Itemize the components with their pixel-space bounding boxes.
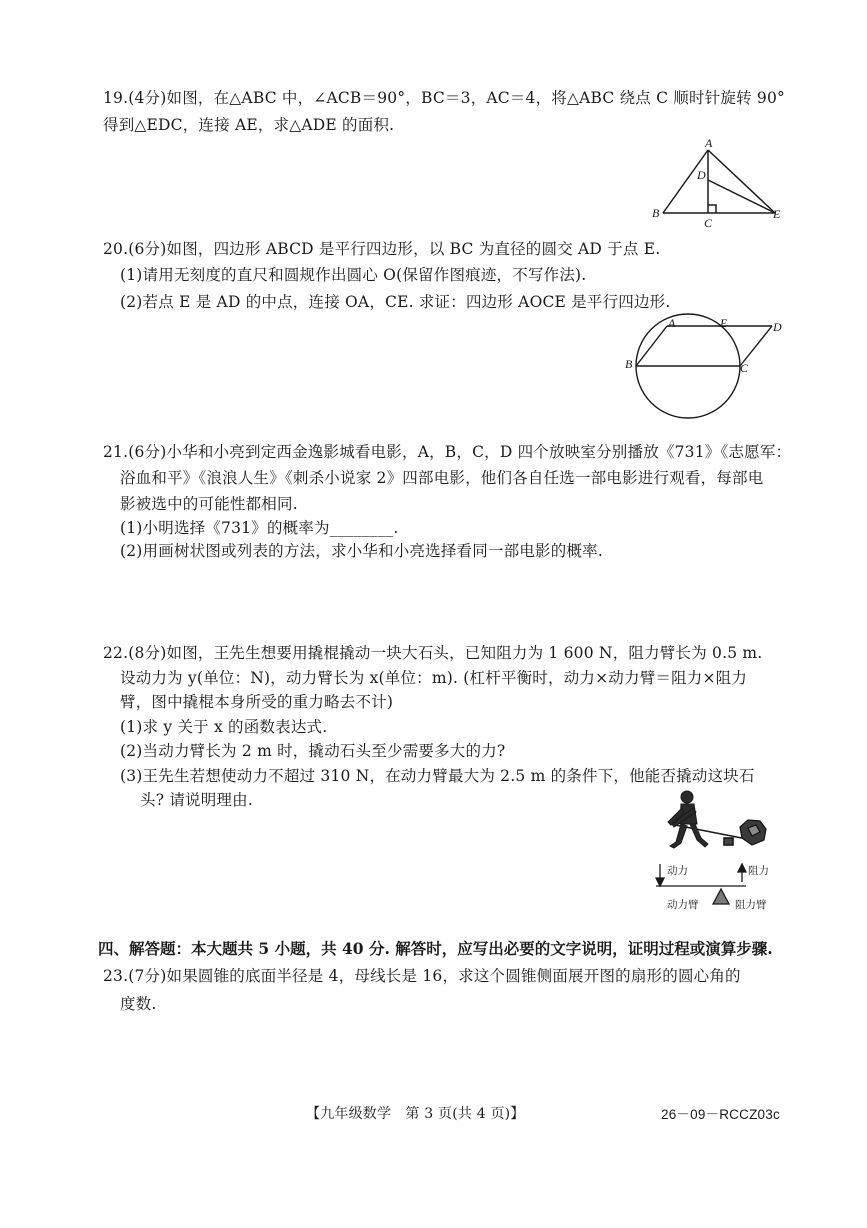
q22-text-line3: 臂，图中撬棍本身所受的重力略去不计): [120, 693, 394, 711]
q19-label-d: D: [697, 168, 706, 182]
q22-text-line7: 头? 请说明理由.: [140, 791, 253, 809]
q22-effort-arm-label: 动力臂: [667, 899, 699, 911]
q21-text-line5: (2)用画树状图或列表的方法，求小华和小亮选择看同一部电影的概率.: [120, 542, 603, 560]
q20-label-d: D: [773, 320, 782, 334]
q23-text-line2: 度数.: [120, 995, 157, 1013]
q19-text-line1: 19.(4分)如图，在△ABC 中，∠ACB＝90°，BC＝3，AC＝4，将△ABC 绕点 C 顺时针旋转 90°: [103, 89, 785, 107]
q22-text-line4: (1)求 y 关于 x 的函数表达式.: [120, 718, 328, 736]
q19-label-a: A: [705, 136, 713, 150]
q21-text-line3: 影被选中的可能性都相同.: [120, 495, 298, 513]
section4-heading: 四、解答题：本大题共 5 小题，共 40 分. 解答时，应写出必要的文字说明，证明过程或演算步骤.: [98, 939, 773, 958]
q22-text-line5: (2)当动力臂长为 2 m 时，撬动石头至少需要多大的力?: [120, 742, 506, 760]
footer-page-info: 【九年级数学 第 3 页(共 4 页)】: [306, 1106, 525, 1122]
q19-text-line2: 得到△EDC，连接 AE，求△ADE 的面积.: [103, 116, 395, 134]
q22-resistance-label: 阻力: [748, 865, 769, 877]
q20-text-line1: 20.(6分)如图，四边形 ABCD 是平行四边形，以 BC 为直径的圆交 AD 于点 E.: [103, 240, 661, 258]
q20-label-e: E: [720, 316, 728, 330]
q20-label-c: C: [740, 361, 749, 375]
q20-label-a: A: [668, 316, 676, 330]
q20-text-line3: (2)若点 E 是 AD 的中点，连接 OA，CE. 求证：四边形 AOCE 是平行四边形.: [120, 293, 671, 311]
q19-label-c: C: [704, 216, 713, 230]
q22-text-line1: 22.(8分)如图，王先生想要用撬棍撬动一块大石头，已知阻力为 1 600 N，阻力臂长为 0.5 m.: [103, 644, 763, 662]
q22-resistance-arm-label: 阻力臂: [735, 899, 767, 911]
q19-label-e: E: [773, 207, 781, 221]
footer-code: 26－09－RCCZ03c: [661, 1107, 780, 1122]
q20-text-line2: (1)请用无刻度的直尺和圆规作出圆心 O(保留作图痕迹，不写作法).: [120, 266, 587, 284]
q21-text-line2: 浴血和平》《浪浪人生》《刺杀小说家 2》四部电影，他们各自任选一部电影进行观看，每部电: [120, 469, 764, 487]
q22-effort-label: 动力: [667, 865, 688, 877]
q21-text-line4: (1)小明选择《731》的概率为________.: [120, 519, 399, 537]
q19-label-b: B: [652, 206, 660, 220]
q20-label-b: B: [625, 357, 633, 371]
q21-text-line1: 21.(6分)小华和小亮到定西金逸影城看电影，A，B，C，D 四个放映室分别播放《731》《志愿军：: [103, 443, 792, 461]
q22-text-line2: 设动力为 y(单位：N)，动力臂长为 x(单位：m). (杠杆平衡时，动力×动力臂＝阻力×阻力: [120, 669, 748, 687]
q23-text-line1: 23.(7分)如果圆锥的底面半径是 4，母线长是 16，求这个圆锥侧面展开图的扇形的圆心角的: [103, 967, 741, 985]
q22-text-line6: (3)王先生若想使动力不超过 310 N，在动力臂最大为 2.5 m 的条件下，他能否撬动这块石: [120, 767, 755, 785]
